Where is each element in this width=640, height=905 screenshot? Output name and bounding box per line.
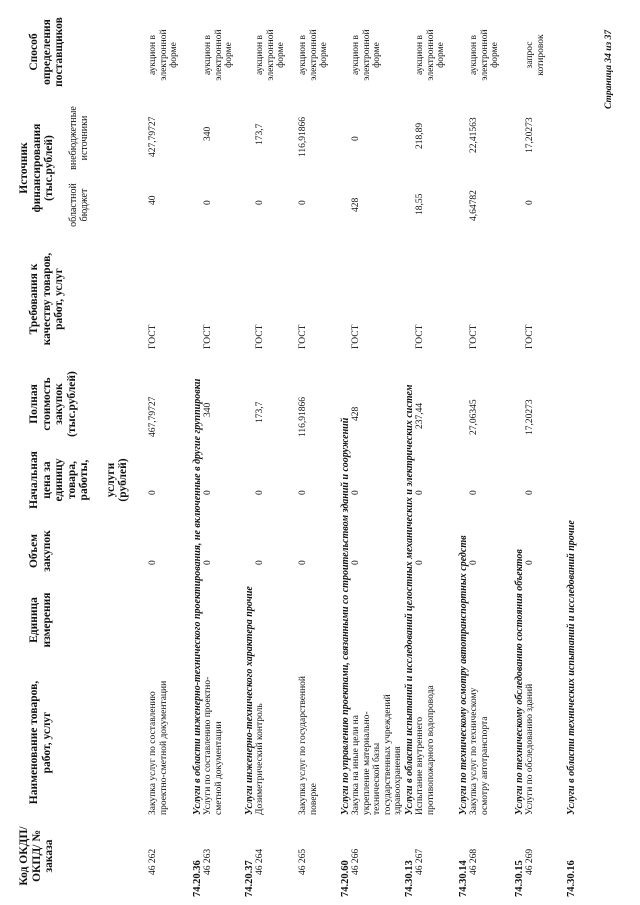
header-start-price: Начальная цена за единицу товара, работы, услуги (рублей) xyxy=(28,451,129,509)
item-price: 0 xyxy=(148,490,158,495)
group-code: 74.30.13 xyxy=(404,860,415,897)
order-number: 46 262 xyxy=(148,848,158,875)
item-name: Закупка на иные цели на укрепление материально-технической базы государственных учреждений здравоохранения xyxy=(351,694,403,815)
group-code: 74.30.16 xyxy=(566,860,577,897)
item-volume: 0 xyxy=(148,560,158,565)
funding-extra: 340 xyxy=(203,126,213,141)
item-price: 0 xyxy=(203,490,213,495)
order-number: 46 268 xyxy=(469,848,479,875)
item-volume: 0 xyxy=(469,560,479,565)
item-requirements: ГОСТ xyxy=(351,324,361,349)
group-title: Услуги по техническому осмотру автотранспортных средств xyxy=(458,535,469,815)
funding-regional: 0 xyxy=(203,200,213,205)
group-title: Услуги по техническому обследованию состояния объектов xyxy=(514,549,525,815)
procurement-method: аукцион в электронной форме xyxy=(255,29,286,81)
procurement-method: запрос котировок xyxy=(525,34,546,76)
header-requirements: Требования к качеству товаров, работ, услуг xyxy=(28,252,65,346)
order-number: 46 263 xyxy=(203,848,213,875)
item-requirements: ГОСТ xyxy=(255,324,265,349)
funding-extra: 173,7 xyxy=(255,123,265,145)
item-requirements: ГОСТ xyxy=(298,324,308,349)
order-number: 46 266 xyxy=(351,848,361,875)
header-name: Наименование товаров, работ, услуг xyxy=(28,680,53,805)
funding-regional: 428 xyxy=(351,197,361,212)
order-number: 46 264 xyxy=(255,848,265,875)
item-volume: 0 xyxy=(298,560,308,565)
group-code: 74.30.14 xyxy=(458,860,469,897)
funding-regional: 0 xyxy=(525,200,535,205)
item-total: 116,91866 xyxy=(298,396,308,437)
item-total: 340 xyxy=(203,402,213,417)
item-requirements: ГОСТ xyxy=(148,324,158,349)
funding-extra: 17,20273 xyxy=(525,117,535,153)
group-title: Услуги в области технических испытаний и исследований прочие xyxy=(566,520,577,815)
funding-extra: 427,79727 xyxy=(148,116,158,157)
group-code: 74.20.37 xyxy=(244,860,255,897)
procurement-method: аукцион в электронной форме xyxy=(203,29,234,81)
page-number: Страница 34 из 37 xyxy=(604,29,614,109)
order-number: 46 269 xyxy=(525,848,535,875)
item-requirements: ГОСТ xyxy=(415,324,425,349)
item-requirements: ГОСТ xyxy=(469,324,479,349)
group-title: Услуги в области инженерно-технического проектирования, не включенные в другие группировки xyxy=(192,378,203,815)
group-title: Услуги инженерно-технического характера прочие xyxy=(244,586,255,815)
funding-regional: 18,55 xyxy=(415,193,425,215)
item-name: Закупка услуг по государственной поверке xyxy=(298,676,319,815)
item-name: Закупка услуг по техническому осмотру автотранспорта xyxy=(469,687,490,815)
funding-regional: 4,64782 xyxy=(469,190,479,221)
procurement-method: аукцион в электронной форме xyxy=(415,29,446,81)
procurement-method: аукцион в электронной форме xyxy=(298,29,329,81)
item-total: 27,06345 xyxy=(469,399,479,435)
item-name: Испытание внутреннего противопожарного водопровода xyxy=(415,685,436,815)
item-volume: 0 xyxy=(525,560,535,565)
group-title: Услуги в области испытаний и исследований целостных механических и электрических систем xyxy=(404,384,415,815)
item-volume: 0 xyxy=(415,560,425,565)
item-total: 17,20273 xyxy=(525,399,535,435)
item-total: 467,79727 xyxy=(148,396,158,437)
item-price: 0 xyxy=(351,490,361,495)
header-unit: Единица измерения xyxy=(28,592,53,648)
order-number: 46 265 xyxy=(298,848,308,875)
procurement-method: аукцион в электронной форме xyxy=(469,29,500,81)
procurement-method: аукцион в электронной форме xyxy=(351,29,382,81)
funding-extra: 218,89 xyxy=(415,122,425,149)
group-title: Услуги по управлению проектами, связанными со строительством зданий и сооружений xyxy=(340,417,351,815)
funding-extra: 116,91866 xyxy=(298,116,308,157)
item-price: 0 xyxy=(255,490,265,495)
item-total: 173,7 xyxy=(255,401,265,423)
funding-regional: 0 xyxy=(298,200,308,205)
order-number: 46 267 xyxy=(415,848,425,875)
item-name: Услуги по составлению проектно-сметной документации xyxy=(203,676,224,815)
header-total: Полная стоимость закупок (тыс.рублей) xyxy=(28,371,78,437)
header-funding-extra: внебюджетные источники xyxy=(67,106,90,170)
item-name: Услуги по обследованию зданий xyxy=(525,683,535,815)
item-volume: 0 xyxy=(203,560,213,565)
item-name: Закупка услуг по составлению проектно-сметной документации xyxy=(148,680,169,815)
item-total: 237,44 xyxy=(415,402,425,429)
header-funding: Источник финансирования (тыс.рублей) областной бюджет внебюджетные источники xyxy=(18,103,90,233)
item-name: Дозиметрический контроль xyxy=(255,703,265,815)
funding-extra: 22,41563 xyxy=(469,117,479,153)
item-requirements: ГОСТ xyxy=(525,324,535,349)
item-requirements: ГОСТ xyxy=(203,324,213,349)
item-price: 0 xyxy=(415,490,425,495)
item-volume: 0 xyxy=(255,560,265,565)
group-code: 74.20.60 xyxy=(340,860,351,897)
header-volume: Объем закупок xyxy=(28,530,53,572)
header-method: Способ определения поставщиков xyxy=(28,17,65,87)
item-price: 0 xyxy=(298,490,308,495)
item-total: 428 xyxy=(351,406,361,421)
procurement-method: аукцион в электронной форме xyxy=(148,29,179,81)
item-volume: 0 xyxy=(351,560,361,565)
funding-regional: 0 xyxy=(255,200,265,205)
header-code: Код ОКДП/ ОКПД/ № заказа xyxy=(18,826,55,886)
funding-regional: 40 xyxy=(148,195,158,205)
group-code: 74.20.36 xyxy=(192,860,203,897)
item-price: 0 xyxy=(469,490,479,495)
funding-extra: 0 xyxy=(351,136,361,141)
group-code: 74.30.15 xyxy=(514,860,525,897)
item-price: 0 xyxy=(525,490,535,495)
header-funding-regional: областной бюджет xyxy=(67,183,90,227)
